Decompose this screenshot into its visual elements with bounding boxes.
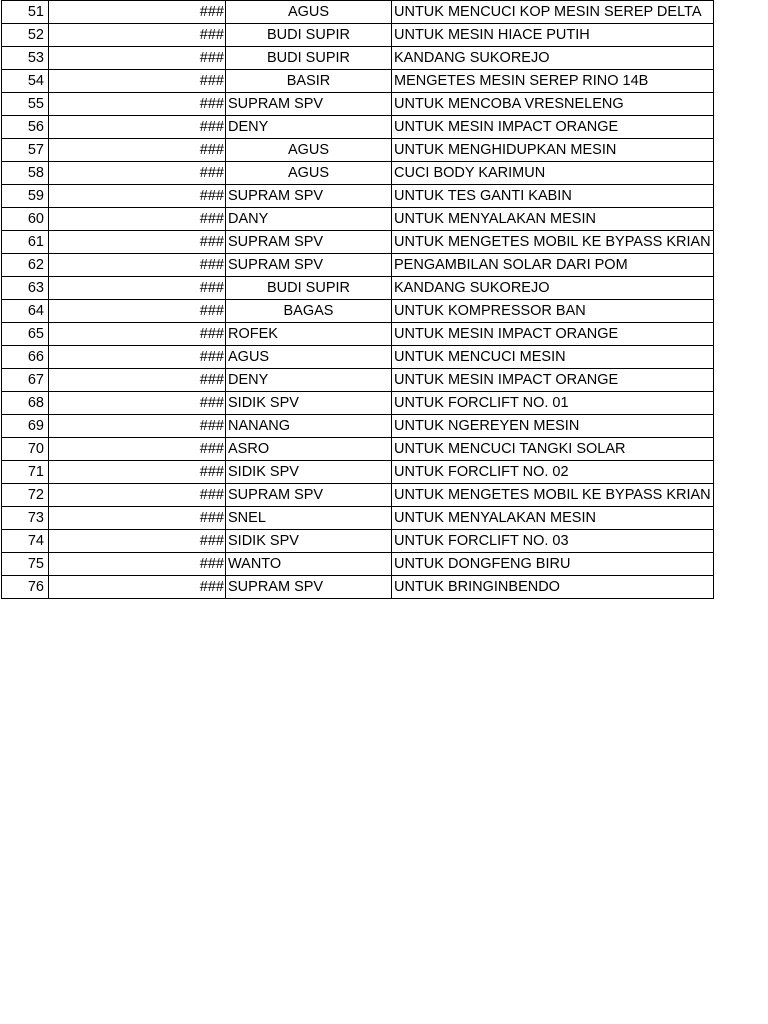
date-cell[interactable]: ### — [49, 139, 226, 162]
description-cell[interactable]: UNTUK MESIN HIACE PUTIH — [392, 24, 714, 47]
name-cell[interactable]: DENY — [226, 116, 392, 139]
table-row — [2, 162, 714, 185]
row-number-cell[interactable]: 63 — [2, 277, 49, 300]
description-cell[interactable]: UNTUK MESIN IMPACT ORANGE — [392, 369, 714, 392]
description-cell[interactable]: UNTUK MENYALAKAN MESIN — [392, 507, 714, 530]
description-cell[interactable]: UNTUK FORCLIFT NO. 03 — [392, 530, 714, 553]
table-row — [2, 254, 714, 277]
description-cell[interactable]: UNTUK MENCOBA VRESNELENG — [392, 93, 714, 116]
row-number-cell[interactable]: 74 — [2, 530, 49, 553]
name-cell[interactable]: AGUS — [226, 162, 392, 185]
row-number-cell[interactable]: 53 — [2, 47, 49, 70]
description-cell[interactable]: UNTUK MENGHIDUPKAN MESIN — [392, 139, 714, 162]
table-row — [2, 484, 714, 507]
row-number-cell[interactable]: 62 — [2, 254, 49, 277]
name-cell[interactable]: SIDIK SPV — [226, 530, 392, 553]
date-cell[interactable]: ### — [49, 162, 226, 185]
date-cell[interactable]: ### — [49, 47, 226, 70]
date-cell[interactable]: ### — [49, 185, 226, 208]
name-cell[interactable]: BUDI SUPIR — [226, 277, 392, 300]
date-cell[interactable]: ### — [49, 369, 226, 392]
name-cell[interactable]: AGUS — [226, 1, 392, 24]
row-number-cell[interactable]: 55 — [2, 93, 49, 116]
date-cell[interactable]: ### — [49, 392, 226, 415]
date-cell[interactable]: ### — [49, 116, 226, 139]
name-cell[interactable]: SUPRAM SPV — [226, 185, 392, 208]
description-cell[interactable]: UNTUK MENCUCI KOP MESIN SEREP DELTA — [392, 1, 714, 24]
date-cell[interactable]: ### — [49, 70, 226, 93]
table-row — [2, 47, 714, 70]
name-cell[interactable]: SUPRAM SPV — [226, 93, 392, 116]
row-number-cell[interactable]: 73 — [2, 507, 49, 530]
name-cell[interactable]: SUPRAM SPV — [226, 576, 392, 599]
table-row — [2, 346, 714, 369]
table-row — [2, 93, 714, 116]
name-cell[interactable]: DENY — [226, 369, 392, 392]
date-cell[interactable]: ### — [49, 277, 226, 300]
row-number-cell[interactable]: 76 — [2, 576, 49, 599]
table-row — [2, 461, 714, 484]
description-cell[interactable]: UNTUK TES GANTI KABIN — [392, 185, 714, 208]
name-cell[interactable]: SNEL — [226, 507, 392, 530]
description-cell[interactable]: UNTUK MENGETES MOBIL KE BYPASS KRIAN — [392, 231, 714, 254]
name-cell[interactable]: AGUS — [226, 139, 392, 162]
description-cell[interactable]: UNTUK MENGETES MOBIL KE BYPASS KRIAN — [392, 484, 714, 507]
table-row — [2, 530, 714, 553]
date-cell[interactable]: ### — [49, 507, 226, 530]
name-cell[interactable]: WANTO — [226, 553, 392, 576]
table-row — [2, 507, 714, 530]
name-cell[interactable]: BUDI SUPIR — [226, 47, 392, 70]
name-cell[interactable]: SUPRAM SPV — [226, 484, 392, 507]
row-number-cell[interactable]: 56 — [2, 116, 49, 139]
description-cell[interactable]: UNTUK KOMPRESSOR BAN — [392, 300, 714, 323]
table-row — [2, 208, 714, 231]
row-number-cell[interactable]: 64 — [2, 300, 49, 323]
name-cell[interactable]: BAGAS — [226, 300, 392, 323]
name-cell[interactable]: BASIR — [226, 70, 392, 93]
row-number-cell[interactable]: 72 — [2, 484, 49, 507]
row-number-cell[interactable]: 54 — [2, 70, 49, 93]
table-row — [2, 24, 714, 47]
description-cell[interactable]: UNTUK BRINGINBENDO — [392, 576, 714, 599]
description-cell[interactable]: CUCI BODY KARIMUN — [392, 162, 714, 185]
date-cell[interactable]: ### — [49, 1, 226, 24]
table-row — [2, 323, 714, 346]
row-number-cell[interactable]: 65 — [2, 323, 49, 346]
table-row — [2, 185, 714, 208]
name-cell[interactable]: SUPRAM SPV — [226, 254, 392, 277]
table-row — [2, 231, 714, 254]
description-cell[interactable]: MENGETES MESIN SEREP RINO 14B — [392, 70, 714, 93]
date-cell[interactable]: ### — [49, 323, 226, 346]
date-cell[interactable]: ### — [49, 346, 226, 369]
description-cell[interactable]: UNTUK DONGFENG BIRU — [392, 553, 714, 576]
row-number-cell[interactable]: 68 — [2, 392, 49, 415]
date-cell[interactable]: ### — [49, 254, 226, 277]
date-cell[interactable]: ### — [49, 208, 226, 231]
date-cell[interactable]: ### — [49, 530, 226, 553]
name-cell[interactable]: SUPRAM SPV — [226, 231, 392, 254]
row-number-cell[interactable]: 61 — [2, 231, 49, 254]
row-number-cell[interactable]: 75 — [2, 553, 49, 576]
row-number-cell[interactable]: 59 — [2, 185, 49, 208]
row-number-cell[interactable]: 69 — [2, 415, 49, 438]
description-cell[interactable]: UNTUK MENCUCI TANGKI SOLAR — [392, 438, 714, 461]
description-cell[interactable]: UNTUK MESIN IMPACT ORANGE — [392, 116, 714, 139]
row-number-cell[interactable]: 71 — [2, 461, 49, 484]
date-cell[interactable]: ### — [49, 93, 226, 116]
description-cell[interactable]: KANDANG SUKOREJO — [392, 277, 714, 300]
table-row — [2, 70, 714, 93]
description-cell[interactable]: UNTUK MESIN IMPACT ORANGE — [392, 323, 714, 346]
table-row — [2, 277, 714, 300]
table-body — [2, 1, 714, 599]
table-row — [2, 369, 714, 392]
table-row — [2, 576, 714, 599]
row-number-cell[interactable]: 57 — [2, 139, 49, 162]
row-number-cell[interactable]: 52 — [2, 24, 49, 47]
date-cell[interactable]: ### — [49, 484, 226, 507]
name-cell[interactable]: BUDI SUPIR — [226, 24, 392, 47]
date-cell[interactable]: ### — [49, 461, 226, 484]
name-cell[interactable]: SIDIK SPV — [226, 461, 392, 484]
description-cell[interactable]: UNTUK FORCLIFT NO. 02 — [392, 461, 714, 484]
table-row — [2, 438, 714, 461]
name-cell[interactable]: ROFEK — [226, 323, 392, 346]
name-cell[interactable]: DANY — [226, 208, 392, 231]
table-row — [2, 1, 714, 24]
name-cell[interactable]: ASRO — [226, 438, 392, 461]
table-row — [2, 392, 714, 415]
name-cell[interactable]: AGUS — [226, 346, 392, 369]
date-cell[interactable]: ### — [49, 300, 226, 323]
date-cell[interactable]: ### — [49, 576, 226, 599]
table-row — [2, 553, 714, 576]
description-cell[interactable]: PENGAMBILAN SOLAR DARI POM — [392, 254, 714, 277]
table-row — [2, 116, 714, 139]
row-number-cell[interactable]: 60 — [2, 208, 49, 231]
date-cell[interactable]: ### — [49, 438, 226, 461]
row-number-cell[interactable]: 70 — [2, 438, 49, 461]
name-cell[interactable]: SIDIK SPV — [226, 392, 392, 415]
spreadsheet-table — [1, 0, 714, 599]
table-row — [2, 415, 714, 438]
date-cell[interactable]: ### — [49, 553, 226, 576]
table-row — [2, 300, 714, 323]
date-cell[interactable]: ### — [49, 24, 226, 47]
description-cell[interactable]: UNTUK MENYALAKAN MESIN — [392, 208, 714, 231]
row-number-cell[interactable]: 58 — [2, 162, 49, 185]
row-number-cell[interactable]: 67 — [2, 369, 49, 392]
date-cell[interactable]: ### — [49, 231, 226, 254]
table-row — [2, 139, 714, 162]
description-cell[interactable]: UNTUK NGEREYEN MESIN — [392, 415, 714, 438]
description-cell[interactable]: KANDANG SUKOREJO — [392, 47, 714, 70]
row-number-cell[interactable]: 66 — [2, 346, 49, 369]
date-cell[interactable]: ### — [49, 415, 226, 438]
description-cell[interactable]: UNTUK MENCUCI MESIN — [392, 346, 714, 369]
row-number-cell[interactable]: 51 — [2, 1, 49, 24]
description-cell[interactable]: UNTUK FORCLIFT NO. 01 — [392, 392, 714, 415]
name-cell[interactable]: NANANG — [226, 415, 392, 438]
